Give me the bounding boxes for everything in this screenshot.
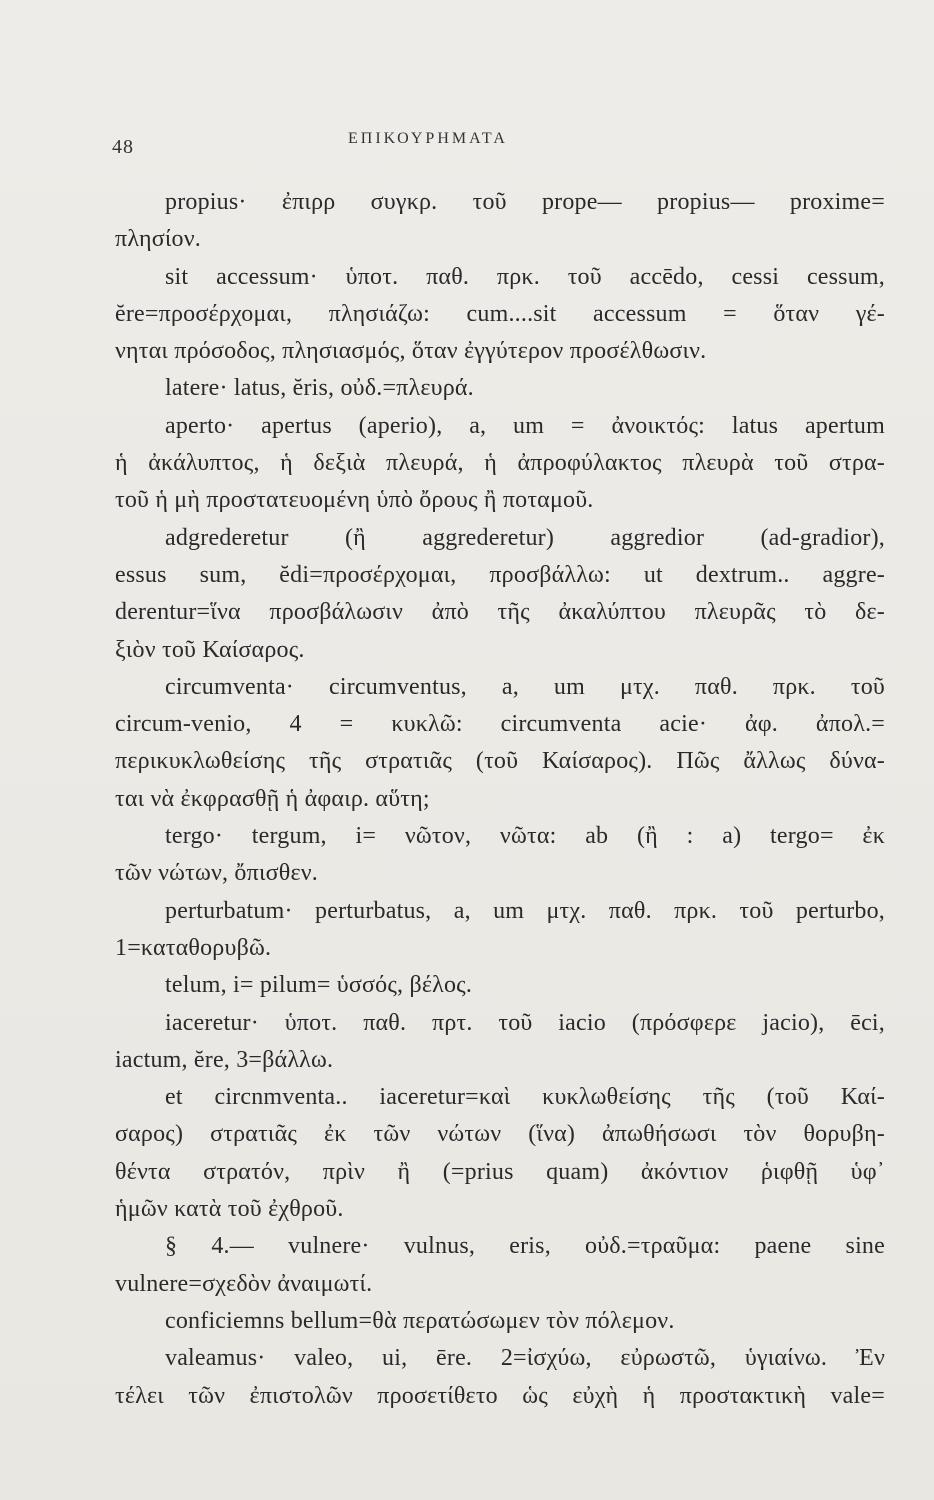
- text-line: ται νὰ ἐκφρασθῇ ἡ ἀφαιρ. αὕτη;: [115, 785, 430, 812]
- text-line: ξιὸν τοῦ Καίσαρος.: [115, 636, 305, 663]
- text-line: § 4.— vulnere· vulnus, eris, οὐδ.=τραῦμα: paene sine: [165, 1233, 885, 1260]
- text-line: ἡμῶν κατὰ τοῦ ἐχθροῦ.: [115, 1196, 344, 1223]
- text-line: νηται πρόσοδος, πλησιασμός, ὅταν ἐγγύτερον προσέλθωσιν.: [115, 338, 707, 365]
- text-line: ĕre=προσέρχομαι, πλησιάζω: cum....sit accessum = ὅταν γέ-: [115, 300, 885, 327]
- text-line: tergo· tergum, i= νῶτον, νῶτα: ab (ἢ : a) tergo= ἐκ: [165, 823, 885, 850]
- text-line: circum-venio, 4 = κυκλῶ: circumventa acie· ἀφ. ἀπολ.=: [115, 711, 885, 738]
- text-line: propius· ἐπιρρ συγκρ. τοῦ prope— propius— proxime=: [165, 189, 885, 215]
- text-line: derentur=ἵνα προσβάλωσιν ἀπὸ τῆς ἀκαλύπτου πλευρᾶς τὸ δε-: [115, 599, 885, 626]
- text-line: 1=καταθορυβῶ.: [115, 934, 272, 961]
- text-line: iaceretur· ὑποτ. παθ. πρτ. τοῦ iacio (πρόσφερε jacio), ēci,: [165, 1009, 885, 1036]
- text-line: sit accessum· ὑποτ. παθ. πρκ. τοῦ accēdo, cessi cessum,: [165, 263, 885, 290]
- text-line: iactum, ĕre, 3=βάλλω.: [115, 1046, 334, 1073]
- commentary-text: [115, 184, 885, 1415]
- text-line: ἡ ἀκάλυπτος, ἡ δεξιὰ πλευρά, ἡ ἀπροφύλακτος πλευρὰ τοῦ στρα-: [115, 450, 885, 477]
- running-title: ΕΠΙΚΟΥΡΗΜΑΤΑ: [348, 130, 508, 147]
- text-line: vulnere=σχεδὸν ἀναιμωτί.: [115, 1270, 373, 1297]
- text-line: essus sum, ĕdi=προσέρχομαι, προσβάλλω: ut dextrum.. aggre-: [115, 561, 885, 588]
- text-line: valeamus· valeo, ui, ēre. 2=ἰσχύω, εὐρωστῶ, ὑγιαίνω. Ἐν: [165, 1345, 885, 1372]
- text-line: et circnmventa.. iaceretur=καὶ κυκλωθείσης τῆς (τοῦ Καί-: [165, 1084, 885, 1111]
- text-line: πλησίον.: [115, 226, 201, 253]
- text-line: aperto· apertus (aperio), a, um = ἀνοικτός: latus apertum: [165, 412, 885, 439]
- page-number: 48: [112, 136, 134, 158]
- text-line: τέλει τῶν ἐπιστολῶν προσετίθετο ὡς εὐχὴ ἡ προστακτικὴ vale=: [115, 1382, 885, 1409]
- text-line: conficiemns bellum=θὰ περατώσωμεν τὸν πόλεμον.: [165, 1307, 675, 1334]
- text-line: adgrederetur (ἢ aggrederetur) aggredior (ad-gradior),: [165, 524, 885, 551]
- text-line: latere· latus, ĕris, οὐδ.=πλευρά.: [165, 375, 474, 402]
- text-line: σαρος) στρατιᾶς ἐκ τῶν νώτων (ἵνα) ἀπωθήσωσι τὸν θορυβη-: [115, 1121, 885, 1148]
- text-line: θέντα στρατόν, πρὶν ἢ (=prius quam) ἀκόντιον ῥιφθῇ ὑφ᾽: [115, 1158, 885, 1185]
- text-line: τοῦ ἡ μὴ προστατευομένη ὑπὸ ὄρους ἢ ποταμοῦ.: [115, 487, 594, 514]
- text-line: περικυκλωθείσης τῆς στρατιᾶς (τοῦ Καίσαρος). Πῶς ἄλλως δύνα-: [115, 748, 885, 775]
- text-line: telum, i= pilum= ὑσσός, βέλος.: [165, 972, 473, 999]
- text-line: circumventa· circumventus, a, um μτχ. παθ. πρκ. τοῦ: [165, 673, 885, 700]
- text-line: perturbatum· perturbatus, a, um μτχ. παθ. πρκ. τοῦ perturbo,: [165, 897, 885, 924]
- text-line: τῶν νώτων, ὄπισθεν.: [115, 860, 318, 887]
